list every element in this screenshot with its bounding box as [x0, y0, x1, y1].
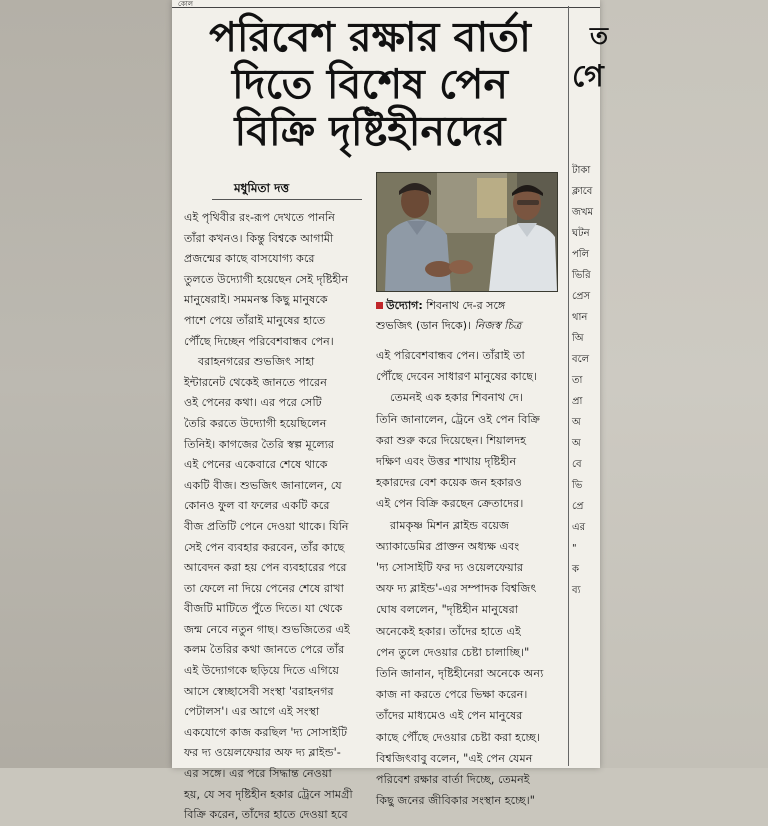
text-line: এই পৃথিবীর রং-রূপ দেখতে পাননি: [184, 211, 335, 224]
text-line: তা: [572, 375, 583, 386]
text-line: পরিবেশ রক্ষার বার্তা দিচ্ছে, তেমনই: [376, 773, 530, 787]
text-line: তিনি জানান, দৃষ্টিহীনেরা অনেকে অন্য: [376, 667, 544, 681]
caption-credit: নিজস্ব চিত্র: [474, 319, 522, 332]
text-line: জন্ম নেবে নতুন গাছ। শুভজিতের এই: [184, 622, 350, 636]
article-photo: [376, 172, 558, 292]
headline-line-3: বিক্রি দৃষ্টিহীনদের: [234, 107, 506, 155]
text-line: টাকা: [572, 165, 591, 176]
text-line: বীজ প্রতিটি পেনে দেওয়া থাকে। যিনি: [184, 519, 349, 533]
text-line: বিশ্বজিৎবাবু বলেন, "এই পেন যেমন: [376, 751, 533, 765]
text-line: প্রে: [572, 501, 584, 512]
adjacent-headline-fragment-2: গে: [572, 59, 604, 94]
text-line: পাশে পেয়ে তাঁরাই মানুষের হাতে: [184, 313, 326, 327]
text-line: তা ফেলে না দিয়ে পেনের শেষে রাখা: [184, 581, 344, 595]
text-line: জখম: [572, 207, 594, 218]
caption-lead: উদ্যোগ:: [386, 299, 423, 312]
text-line: তাঁদের মাধ্যমেও এই পেন মানুষের: [376, 709, 523, 723]
headline-line-2: দিতে বিশেষ পেন: [232, 60, 508, 108]
text-line: রামকৃষ্ণ মিশন ব্লাইন্ড বয়েজ: [390, 518, 509, 532]
caption-text: শিবনাথ দে-র সঙ্গে: [426, 299, 506, 312]
text-line: দক্ষিণ এবং উত্তর শাখায় দৃষ্টিহীন: [376, 455, 517, 469]
text-line: বীজটি মাটিতে পুঁতে দিতে। যা থেকে: [184, 602, 343, 616]
text-line: হয়, যে সব দৃষ্টিহীন হকার ট্রেনে সামগ্রী: [184, 787, 353, 801]
caption-line-2: শুভজিৎ (ডান দিকে)।: [376, 319, 471, 332]
text-line: পৌঁছে দেবেন সাধারণ মানুষের কাছে।: [376, 370, 538, 384]
text-line: ভি: [572, 480, 583, 491]
adjacent-headline-fragment-1: ত: [590, 22, 609, 50]
text-line: অফ দ্য ব্লাইন্ড'-এর সম্পাদক বিশ্বজিৎ: [376, 582, 537, 596]
text-line: কাছে পৌঁছে দেওয়ার চেষ্টা করা হচ্ছে।: [376, 730, 541, 744]
text-line: কোনও ফুল বা ফলের একটি করে: [184, 499, 330, 513]
text-line: প্রেস: [572, 291, 591, 302]
text-line: সেই পেন ব্যবহার করবেন, তাঁর কাছে: [184, 540, 345, 554]
article-column-middle: [376, 345, 564, 811]
text-line: অনেকেই হকার। তাঁদের হাতে এই: [376, 624, 521, 638]
text-line: একটি বীজ। শুভজিৎ জানালেন, যে: [184, 478, 342, 492]
text-line: করা শুরু করে দিয়েছেন। শিয়ালদহ: [376, 433, 527, 447]
text-line: পেন তুলে দেওয়ার চেষ্টা চালাচ্ছি।": [376, 645, 530, 659]
text-line: ইন্টারনেট থেকেই জানতে পারেন: [184, 375, 327, 389]
text-line: একযোগে কাজ করছিল 'দ্য সোসাইটি: [184, 725, 348, 739]
text-line: অ: [572, 438, 581, 449]
text-line: ঘোষ বললেন, "দৃষ্টিহীন মানুষেরা: [376, 603, 519, 617]
text-line: এর সঙ্গে। এর পরে সিদ্ধান্ত নেওয়া: [184, 767, 332, 781]
text-line: হকারদের বেশ কয়েক জন হকারও: [376, 476, 523, 490]
newspaper-clipping: [172, 0, 609, 822]
text-line: ঘটন: [572, 228, 590, 239]
text-line: আবেদন করা হয় পেন ব্যবহারের পরে: [184, 561, 347, 575]
photo-caption: [376, 296, 564, 336]
text-line: তিনিই। কাগজের তৈরি স্বল্প মূল্যের: [184, 437, 335, 451]
text-line: বলে: [572, 354, 590, 365]
text-line: এই উদ্যোগকে ছড়িয়ে দিতে এগিয়ে: [184, 664, 339, 678]
text-line: প্রজন্মের কাছে বাসযোগ্য করে: [184, 252, 315, 266]
text-line: বরাহনগরের শুভজিৎ সাহা: [198, 355, 315, 369]
text-line: পৌঁছে দিচ্ছেন পরিবেশবান্ধব পেন।: [184, 334, 334, 348]
text-line: অ্যাকাডেমির প্রাক্তন অধ্যক্ষ এবং: [376, 539, 520, 553]
headline-line-1: পরিবেশ রক্ষার বার্তা: [209, 13, 531, 61]
text-line: তাঁরা কখনও। কিন্তু বিশ্বকে আগামী: [184, 231, 334, 245]
text-line: প্রা: [572, 396, 583, 407]
background-right: [600, 0, 768, 768]
text-line: এই পরিবেশবান্ধব পেন। তাঁরাই তা: [376, 349, 525, 362]
text-line: অি: [572, 333, 584, 344]
text-line: পেটালস'। এর আগে এই সংস্থা: [184, 705, 320, 719]
header-strip: কোল: [172, 0, 600, 8]
text-line: তৈরি করতে উদ্যোগী হয়েছিলেন: [184, 416, 327, 430]
text-line: ক্লাবে: [572, 186, 593, 197]
text-line: এর: [572, 522, 586, 533]
adjacent-article-fragment: [572, 160, 600, 601]
caption-marker: [376, 302, 383, 309]
text-line: আসে স্বেচ্ছাসেবী সংস্থা 'বরাহনগর: [184, 684, 334, 698]
text-line: ": [572, 543, 577, 554]
text-line: পলি: [572, 249, 590, 260]
text-line: ভিরি: [572, 270, 591, 281]
text-line: কাজ না করতে পেরে ভিক্ষা করেন।: [376, 688, 528, 702]
text-line: ক: [572, 564, 579, 575]
column-divider: [568, 6, 569, 766]
text-line: কিছু জনের জীবিকার সংস্থান হচ্ছে।": [376, 794, 535, 808]
text-line: ওই পেনের কথা। এর পরে সেটি: [184, 396, 322, 410]
text-line: তিনি জানালেন, ট্রেনে ওই পেন বিক্রি: [376, 412, 540, 426]
background-left: [0, 0, 172, 768]
text-line: এই পেনের একেবারে শেষে থাকে: [184, 458, 328, 472]
text-line: বিক্রি করেন, তাঁদের হাতে দেওয়া হবে: [184, 808, 348, 822]
text-line: এই পেন বিক্রি করছেন ক্রেতাদের।: [376, 497, 524, 511]
text-line: ফর দ্য ওয়েলফেয়ার অফ দ্য ব্লাইন্ড'-: [184, 746, 341, 760]
text-line: বে: [572, 459, 582, 470]
text-line: তুলতে উদ্যোগী হয়েছেন সেই দৃষ্টিহীন: [184, 272, 349, 286]
text-line: তেমনই এক হকার শিবনাথ দে।: [390, 391, 523, 405]
text-line: থান: [572, 312, 588, 323]
text-line: 'দ্য সোসাইটি ফর দ্য ওয়েলফেয়ার: [376, 561, 524, 575]
byline: মধুমিতা দত্ত: [234, 181, 290, 195]
text-line: অ: [572, 417, 581, 428]
article-column-left: [184, 208, 369, 826]
byline-rule: [212, 199, 362, 200]
text-line: মানুষেরাই। সমমনস্ক কিছু মানুষকে: [184, 293, 328, 307]
text-line: ব্য: [572, 585, 581, 596]
headline: [180, 14, 560, 155]
text-line: কলম তৈরির কথা জানতে পেরে তাঁর: [184, 643, 345, 657]
photo-illustration: [377, 173, 557, 291]
